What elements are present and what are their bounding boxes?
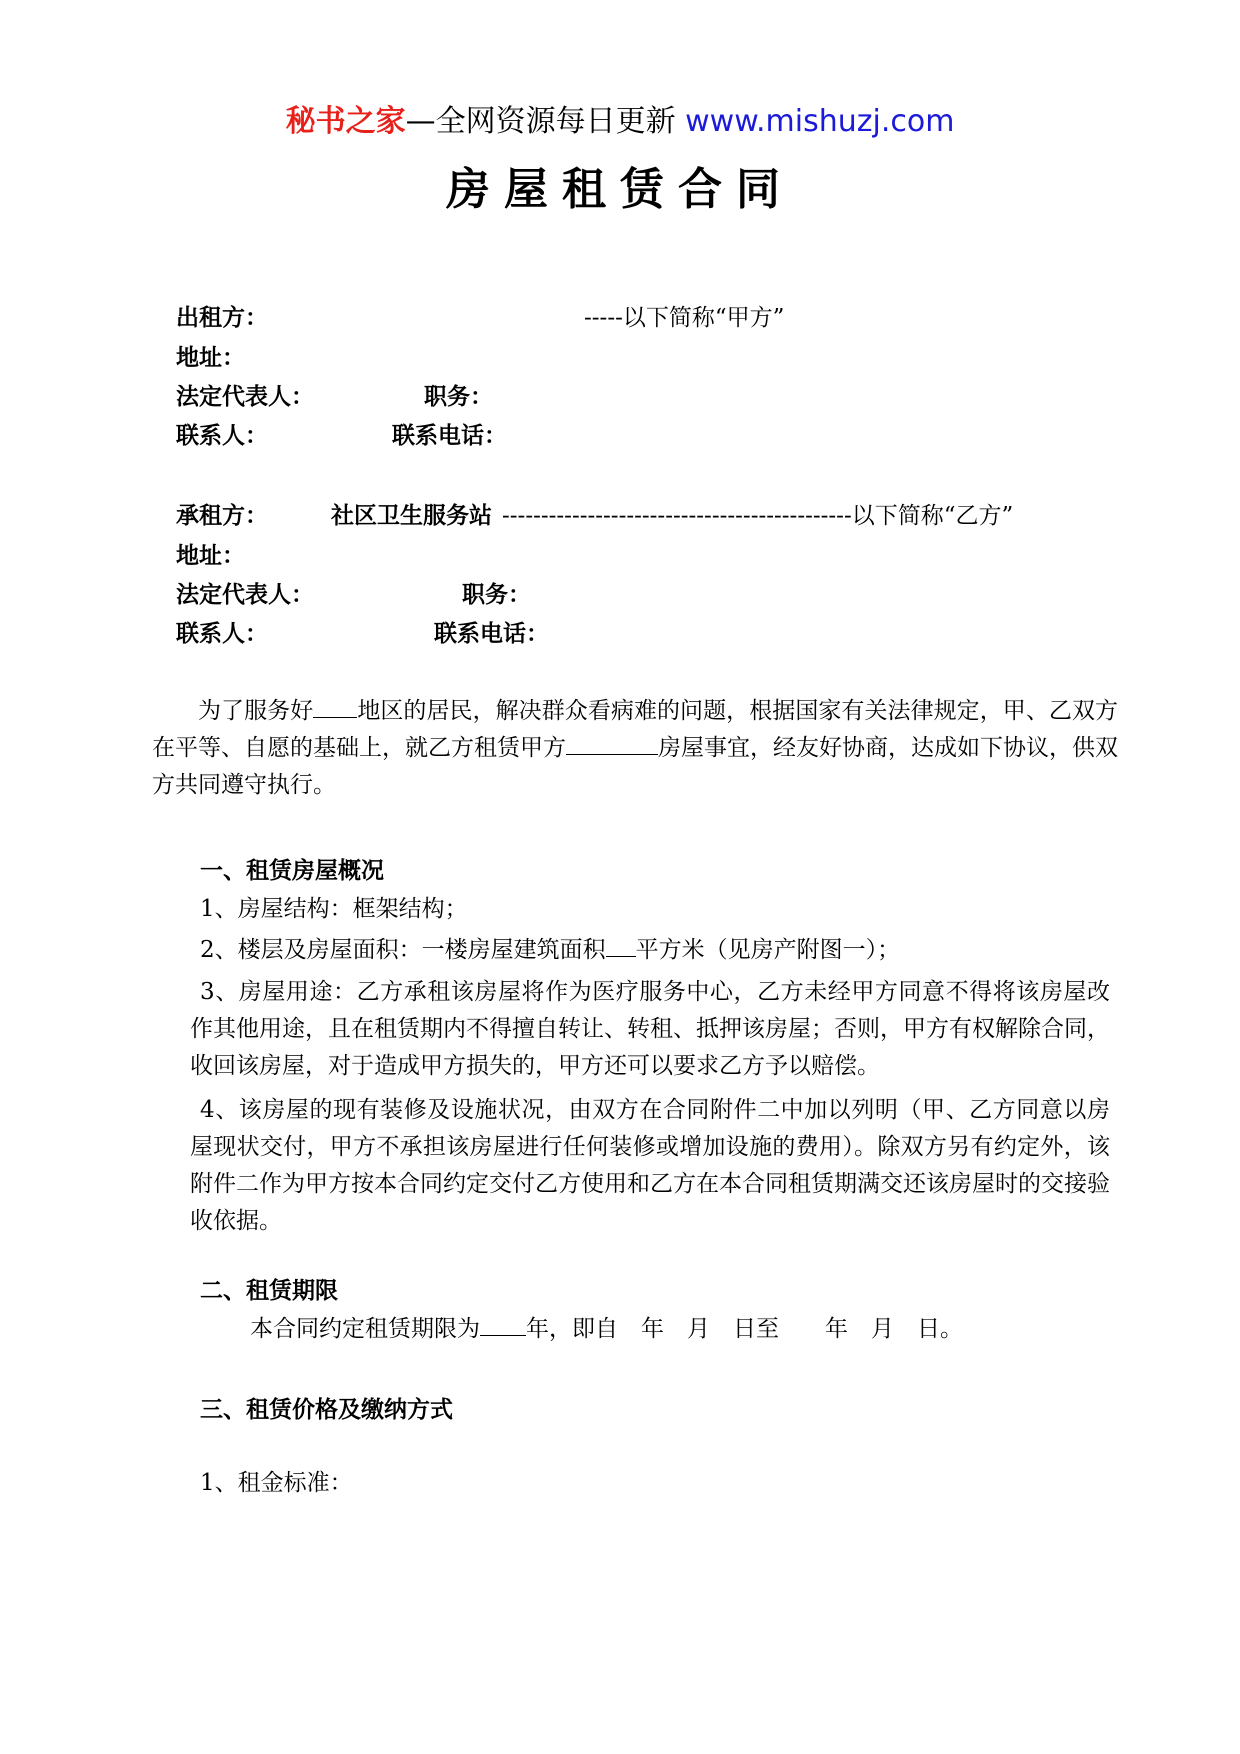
lessor-contact-label: 联系人： (176, 422, 268, 449)
intro-part1: 为了服务好 (198, 698, 314, 724)
section1-item2-part-a: 2、楼层及房屋面积：一楼房屋建筑面积 (200, 937, 606, 963)
section1-item1: 1、房屋结构：框架结构； (200, 896, 468, 922)
lessee-phone-label: 联系电话： (434, 620, 549, 647)
intro-part3: 房屋事宜，经友好协商，达成如下协议，供双方共同遵守执行。 (152, 735, 1118, 798)
site-banner (0, 100, 1240, 144)
lessee-legal-rep-label: 法定代表人： (176, 581, 314, 608)
lessee-alias: ---------------------------------------------以下简称“乙方” (502, 503, 1014, 529)
blank-house-location (566, 732, 658, 755)
blank-area (606, 934, 636, 957)
section1-item2 (200, 934, 900, 966)
lessor-phone-label: 联系电话： (392, 422, 507, 449)
banner-brand: 秘书之家 (285, 104, 406, 139)
lessee-address-label: 地址： (176, 542, 245, 569)
lessor-alias: -----以下简称“甲方” (584, 305, 785, 331)
section2-text-part-b: 年，即自 年 月 日至 年 月 日。 (526, 1316, 963, 1342)
blank-lease-years (480, 1313, 526, 1336)
section1-heading: 一、租赁房屋概况 (200, 857, 384, 884)
section1-item3: 3、房屋用途：乙方承租该房屋将作为医疗服务中心，乙方未经甲方同意不得将该房屋改作其他用途，且在租赁期内不得擅自转让、转租、抵押该房屋；否则，甲方有权解除合同，收回该房屋，对于造成甲方损失的，甲方还可以要求乙方予以赔偿。 (190, 979, 1110, 1079)
lessee-contact-label: 联系人： (176, 620, 268, 647)
lessor-legal-rep-label: 法定代表人： (176, 383, 314, 410)
lessor-label: 出租方： (176, 304, 268, 331)
section1-item2-part-b: 平方米（见房产附图一）； (635, 937, 901, 963)
lessor-address-label: 地址： (176, 344, 245, 371)
banner-site-link[interactable]: www.mishuzj.com (685, 104, 955, 139)
section2-text (250, 1313, 963, 1345)
section2-text-part-a: 本合同约定租赁期限为 (250, 1316, 480, 1342)
banner-tagline: —全网资源每日更新 (405, 104, 676, 139)
intro-paragraph (152, 693, 1118, 804)
section3-heading: 三、租赁价格及缴纳方式 (200, 1396, 453, 1423)
section3-item1: 1、租金标准： (200, 1470, 353, 1496)
document-title: 房屋租赁合同 (446, 164, 794, 215)
lessor-position-label: 职务： (424, 383, 493, 410)
blank-district (313, 695, 357, 718)
lessee-position-label: 职务： (462, 581, 531, 608)
intro-part2: 地区的居民，解决群众看病难的问题，根据国家有关法律规定，甲、乙双方在平等、自愿的基础上，就乙方租赁甲方 (152, 698, 1119, 761)
lessee-name: 社区卫生服务站 (331, 502, 492, 529)
lessee-label: 承租方： (176, 502, 268, 529)
section1-item4: 4、该房屋的现有装修及设施状况，由双方在合同附件二中加以列明（甲、乙方同意以房屋现状交付，甲方不承担该房屋进行任何装修或增加设施的费用）。除双方另有约定外，该附件二作为甲方按本合同约定交付乙方使用和乙方在本合同租赁期满交还该房屋时的交接验收依据。 (190, 1097, 1110, 1234)
section2-heading: 二、租赁期限 (200, 1277, 338, 1304)
